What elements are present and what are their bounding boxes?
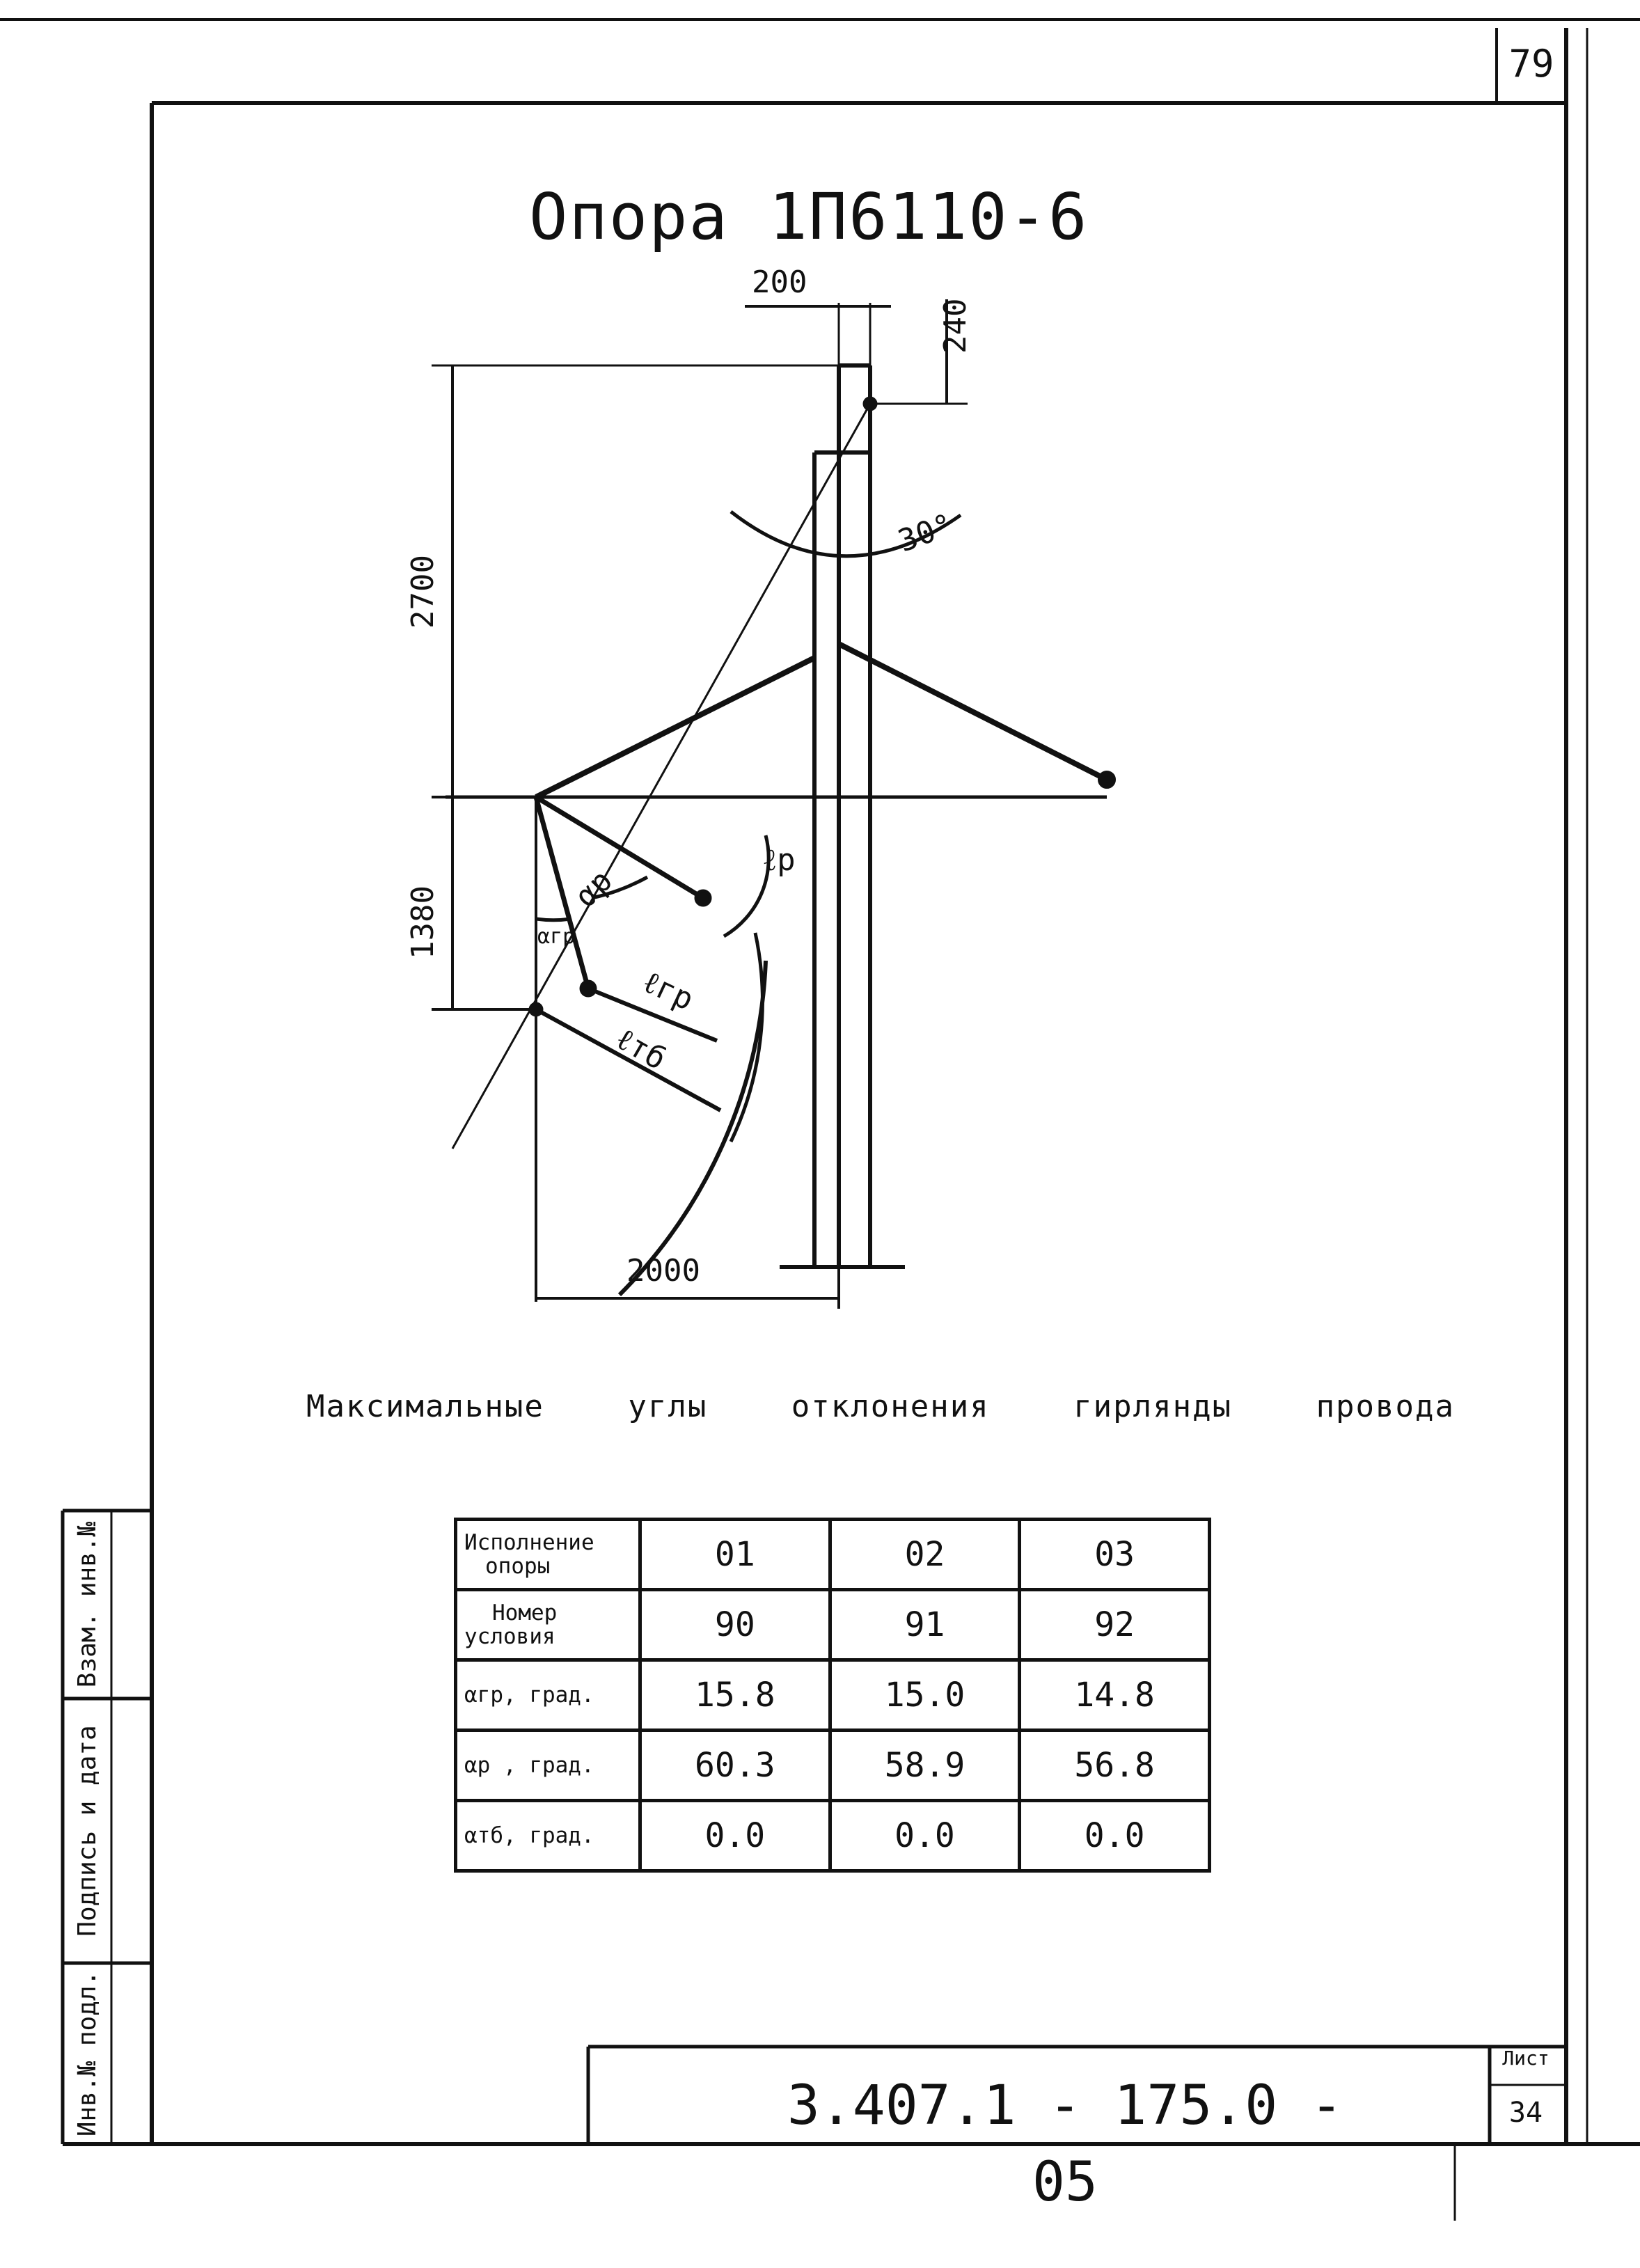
stamp-replacement-inventory: Взам. инв.№: [73, 1521, 102, 1688]
heading-word: гирлянды: [1073, 1389, 1233, 1424]
swing-geometry: [452, 398, 961, 1302]
page-number: 79: [1508, 42, 1554, 86]
row-header: αр , град.: [456, 1731, 640, 1801]
dimension-lines: [432, 299, 968, 1309]
table-cell: 60.3: [640, 1731, 830, 1801]
table-row: [456, 1590, 1210, 1660]
table-cell: 92: [1020, 1590, 1210, 1660]
table-cell: 56.8: [1020, 1731, 1210, 1801]
pole: [780, 365, 905, 1267]
dim-height-upper: 2700: [405, 555, 441, 629]
dim-arm-length: 2000: [626, 1253, 700, 1289]
table-row: [456, 1731, 1210, 1801]
table-cell: 14.8: [1020, 1660, 1210, 1731]
dim-swing-angle: 30°: [893, 507, 958, 560]
heading-word: провода: [1316, 1389, 1455, 1424]
table-cell: 0.0: [640, 1801, 830, 1871]
row-header: αгр, град.: [456, 1660, 640, 1731]
table-cell: 90: [640, 1590, 830, 1660]
document-number: 3.407.1 - 175.0 - 05: [787, 2074, 1343, 2214]
right-arm-tip: [1101, 773, 1113, 786]
heading-word: Максимальные: [306, 1389, 544, 1424]
sheet-number: 34: [1508, 2097, 1543, 2129]
row-header: Исполнение опоры: [456, 1520, 640, 1590]
table-cell: 03: [1020, 1520, 1210, 1590]
deviation-table: [454, 1518, 1211, 1873]
dim-top-width: 200: [752, 265, 807, 300]
arm-left-brace: [536, 658, 814, 797]
table-row: [456, 1801, 1210, 1871]
label-alpha-gr: αгр: [537, 924, 576, 949]
dim-top-offset: 240: [938, 298, 973, 354]
row-header: αтб, град.: [456, 1801, 640, 1871]
label-rtb: ℓтб: [609, 1021, 672, 1078]
point-p: [696, 891, 710, 905]
table-heading: [306, 1389, 1455, 1444]
sheet-label: Лист: [1502, 2047, 1550, 2070]
table-row: [456, 1660, 1210, 1731]
dim-height-lower: 1380: [405, 885, 441, 959]
point-gr: [581, 982, 595, 995]
stamp-original-inventory: Инв.№ подл.: [73, 1970, 102, 2137]
table-cell: 58.9: [830, 1731, 1020, 1801]
arm-right-brace: [839, 644, 1107, 780]
cross-arm: [446, 644, 1113, 797]
page-title: Опора 1П6110-6: [529, 180, 1089, 254]
table-cell: 91: [830, 1590, 1020, 1660]
stamp-signature-date: Подпись и дата: [73, 1725, 102, 1937]
table-cell: 02: [830, 1520, 1020, 1590]
table-cell: 15.0: [830, 1660, 1020, 1731]
table-cell: 0.0: [1020, 1801, 1210, 1871]
table-cell: 0.0: [830, 1801, 1020, 1871]
row-header: Номер условия: [456, 1590, 640, 1660]
diagonal-swing-line: [452, 404, 870, 1149]
arc-alpha-gr: [536, 919, 571, 920]
label-rgr: ℓгр: [637, 963, 700, 1018]
table-cell: 15.8: [640, 1660, 830, 1731]
table-row: [456, 1520, 1210, 1590]
table-cell: 01: [640, 1520, 830, 1590]
heading-word: отклонения: [791, 1389, 990, 1424]
heading-word: углы: [628, 1389, 708, 1424]
label-rp: ℓр: [762, 842, 796, 878]
label-alpha-p: αр: [568, 863, 620, 915]
